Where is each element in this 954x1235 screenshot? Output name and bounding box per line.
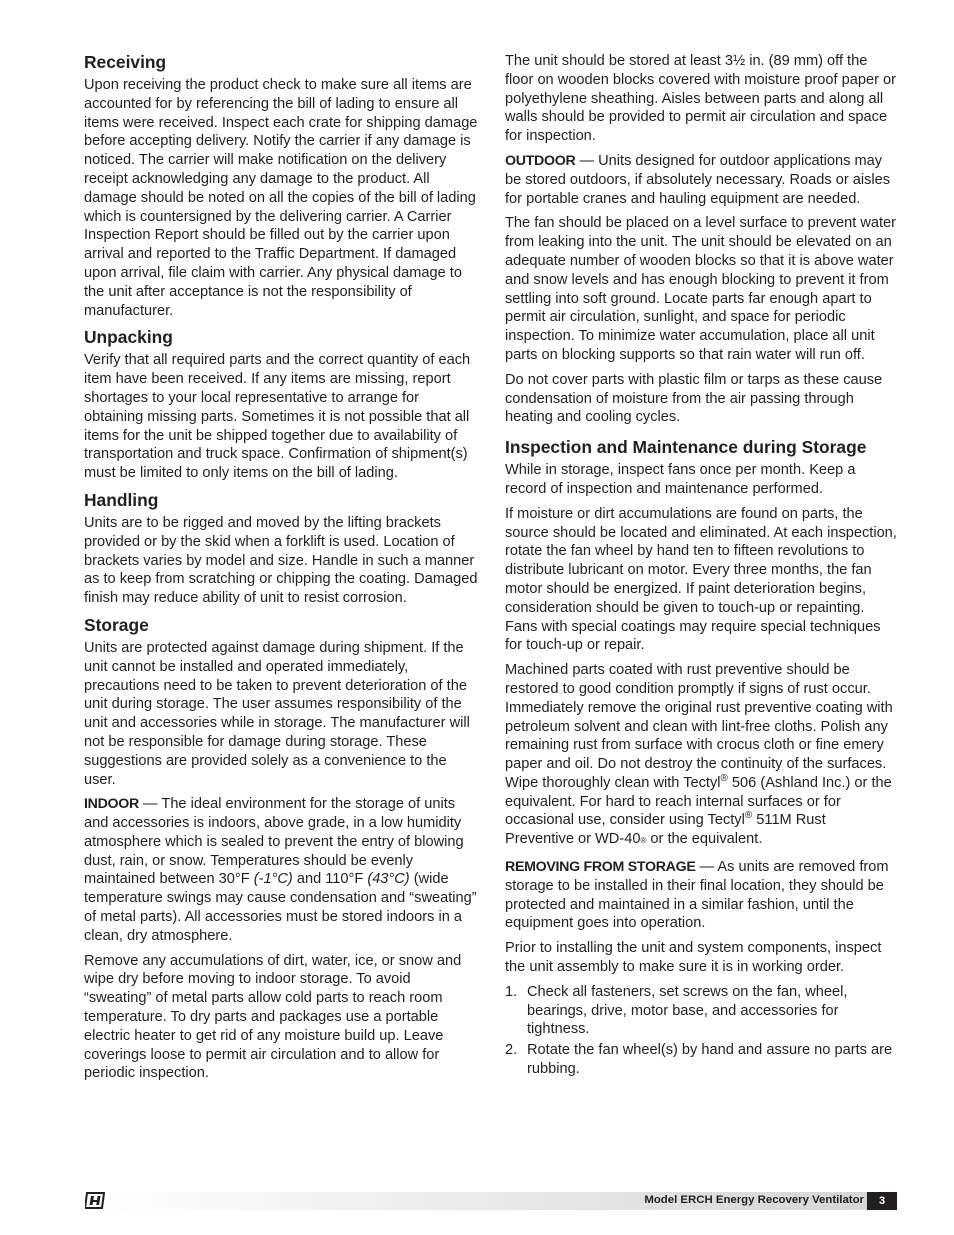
heading-handling: Handling [84,489,159,510]
heading-unpacking: Unpacking [84,327,173,348]
indoor-text-2: and 110°F [292,871,368,888]
heading-storage: Storage [84,614,149,635]
inspection-text-2: If moisture or dirt accumulations are found on parts, the source should be located and eliminated. At each inspection, rotate the fan wheel by hand ten to fifteen revolutions to distribute lubricant on motor. Every three months, the fan motor should be energized. If paint deterioration begins, consideration should be given to touch-up or repainting. Fans with special coatings may require special techniques for touch-up or repair. [505,505,897,654]
section-receiving [84,52,480,320]
inspection-text-3 [505,661,897,851]
handling-text: Units are to be rigged and moved by the lifting brackets provided or by the skid when a forklift is used. Location of brackets varies by model and size. Handle in such a manner as to keep from scratching or chipping the coating. Damaged finish may reduce ability of unit to resist corrosion. [84,514,478,607]
left-column [84,52,480,1090]
registered-mark: ® [640,836,647,846]
step-number: 1. [505,983,518,1000]
step-text: Check all fasteners, set screws on the fan, wheel, bearings, drive, motor base, and accessories for tightness. [527,983,848,1038]
removing-dash: — [695,859,718,876]
rust-text-c: 511M Rust Preventive or WD-40 [505,812,826,848]
inspection-text-1: While in storage, inspect fans once per month. Keep a record of inspection and maintenance performed. [505,462,856,497]
right-column [505,52,897,1081]
stored-off-floor-text: The unit should be stored at least 3½ in. (89 mm) off the floor on wooden blocks covered with moisture proof paper or polyethylene sheathing. Aisles between parts and along all walls should be provided to permit air circulation and space for inspection. [505,53,896,145]
section-handling [84,490,480,608]
steps-list [505,983,897,1079]
list-item [505,1041,897,1079]
indoor-temp-celsius-high: (43°C) [367,871,410,888]
list-item [505,983,897,1039]
registered-mark: ® [720,773,728,785]
heading-receiving: Receiving [84,52,167,72]
indoor-text-1: The ideal environment for the storage of units and accessories is indoors, above grade, in a low humidity atmosphere which is sealed to prevent the entry of blowing dust, rain, or snow. Temperatures should be evenly maintained between 30°F [84,796,464,888]
step-text: Rotate the fan wheel(s) by hand and assure no parts are rubbing. [527,1042,893,1078]
step-number: 2. [505,1042,518,1059]
outdoor-lead: OUTDOOR [505,152,576,169]
indoor-lead: INDOOR [84,796,139,813]
indoor-paragraph [84,795,480,945]
indoor-dash: — [138,796,162,813]
rust-text-a: Machined parts coated with rust preventive should be restored to good condition promptly if signs of rust occur. Immediately remove the original rust preventive coating with petroleum solvent and clean with lint-free cloths. Polish any remaining rust from surface with crocus cloth or fine emery paper and oil. Do not destroy the continuity of the surfaces. Wipe thoroughly clean with Tectyl [505,662,893,791]
prior-install-text: Prior to installing the unit and system components, inspect the unit assembly to make sure it is in working order. [505,940,882,976]
outdoor-paragraph [505,152,897,208]
no-cover-text: Do not cover parts with plastic film or tarps as these cause condensation of moisture from the air passing through heating and cooling cycles. [505,371,883,426]
brand-logo-icon [85,1192,105,1209]
registered-mark: ® [744,810,753,822]
page-number: 3 [867,1192,897,1210]
outdoor-text: Units designed for outdoor applications may be stored outdoors, if absolutely necessary. Roads or aisles for portable cranes and hauling equipment are needed. [505,152,891,207]
removing-text: As units are removed from storage to be installed in their final location, they should be protected and maintained in a similar fashion, until the equipment goes into operation. [505,859,889,932]
footer-title: Model ERCH Energy Recovery Ventilator [644,1194,864,1206]
indoor-text-3: (wide temperature swings may cause condensation and “sweating” of metal parts). All accessories must be stored indoors in a clean, dry atmosphere. [84,871,477,944]
outdoor-dash: — [575,152,599,169]
remove-accumulations-text: Remove any accumulations of dirt, water, ice, or snow and wipe dry before moving to indoor storage. To avoid “sweating” of metal parts allow cold parts to reach room temperature. To dry parts and packages use a portable electric heater to get rid of any moisture build up. Leave coverings loose to permit air circulation and to allow for periodic inspection. [84,952,462,1082]
section-inspection [505,437,897,851]
fan-level-text: The fan should be placed on a level surface to prevent water from leaking into the unit. The unit should be elevated on an adequate number of wooden blocks so that it is above water and snow levels and has enough blocking to prevent it from settling into soft ground. Locate parts far enough apart to permit air circulation, sunlight, and space for periodic inspection. To minimize water accumulation, place all unit parts on blocking supports so that rain water will run off. [505,215,897,363]
indoor-temp-celsius-low: (-1°C) [253,871,293,888]
removing-paragraph [505,858,897,933]
storage-text: Units are protected against damage during shipment. If the unit cannot be installed and operated immediately, precautions need to be taken to prevent deterioration of the unit during storage. The user assumes responsibility of the unit and accessories while in storage. The manufacturer will not be responsible for damage during storage. These suggestions are provided solely as a convenience to the user. [84,639,470,788]
rust-text-b: 506 (Ashland Inc.) or the equivalent. For hard to reach internal surfaces or for occasional use, consider using Tectyl [505,774,892,829]
rust-text-d: or the equivalent. [646,831,763,848]
removing-lead: REMOVING FROM STORAGE [505,859,696,876]
receiving-text: Upon receiving the product check to make sure all items are accounted for by referencing the bill of lading to ensure all items were received. Inspect each crate for shipping damage before accepting delivery. Notify the carrier if any damage is noticed. The carrier will make notification on the delivery receipt acknowledging any damage to the product. All damage should be noted on all the copies of the bill of lading which is countersigned by the delivering carrier. A Carrier Inspection Report should be filled out by the carrier upon arrival and reported to the Traffic Department. If damaged upon arrival, file claim with carrier. Any physical damage to the unit after acceptance is not the responsibility of manufacturer. [84,77,478,319]
heading-inspection: Inspection and Maintenance during Storage [505,437,867,458]
section-unpacking [84,327,480,483]
section-storage [84,615,480,1083]
unpacking-text: Verify that all required parts and the correct quantity of each item have been received. If any items are missing, report shortages to your local representative to arrange for obtaining missing parts. Sometimes it is not possible that all items for the unit be shipped together due to availability of transportation and truck space. Confirmation of shipment(s) must be limited to only items on the bill of lading. [84,352,471,482]
